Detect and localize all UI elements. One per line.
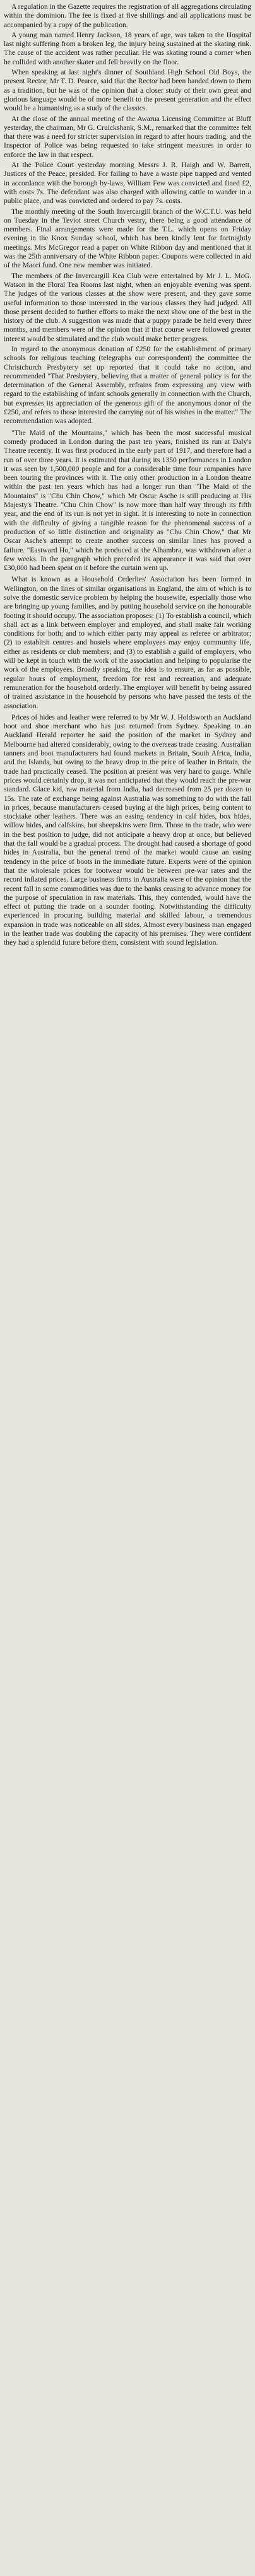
- news-paragraph-household-orderlies: What is known as a Household Orderlies' Association has been formed in Wellington, on the lines of similar organisations in England, the aim of which is to solve the domestic service problem by helping the housewife, especially those who are bringing up young families, and by putting household service on the honourable footing it should occupy. The association proposes: (1) To establish a council, which shall act as a link between employer and employed, and shall make fair working conditions for both; and to which either party may appeal as referee or arbitrator; (2) to establish centres and hostels where employees may enjoy community life, either as residents or club members; and (3) to establish a guild of employers, who will be kept in touch with the work of the association and helping to popularise the work of the employees. Broadly speaking, the idea is to ensure, as far as possible, regular hours of employment, freedom for rest and recreation, and adequate remuneration for the household orderly. The employer will benefit by being assured of trained assistance in the household by persons who have passed the tests of the association.: [4, 575, 251, 710]
- news-paragraph-maid-of-the-mountains: "The Maid of the Mountains," which has been the most successful musical comedy produced in London during the past ten years, finished its run at Daly's Theatre recently. It was first produced in the early part of 1917, and therefore had a run of over three years. It is estimated that during its 1350 performances in London it was seen by 1,500,000 people and for a considerable time four companies have been touring the provinces with it. The only other production in a London theatre within the past ten years which has had a longer run than "The Maid of the Mountains" is "Chu Chin Chow," which Mr Oscar Asche is still producing at His Majesty's Theatre. "Chu Chin Chow" is now more than half way through its fifth year, and the end of its run is not yet in sight. It is interesting to note in connection with the difficulty of giving a tangible reason for the phenomenal success of a production of so little distinction and originality as "Chu Chin Chow," that Mr Oscar Asche's attempt to create another success on similar lines has proved a failure. "Eastward Ho," which he produced at the Alhambra, was withdrawn after a few weeks. In the paragraph which preceded its appearance it was said that over £30,000 had been spent on it before the curtain went up.: [4, 428, 251, 573]
- news-paragraph-anonymous-donation: In regard to the anonymous donation of £250 for the establishment of primary schools for religious teaching (telegraphs our correspondent) the committee the Christchurch Presbytery set up reported that it could take no action, and recommended "That Presbytery, believing that a matter of general policy is for the determination of the General Assembly, refrains from expressing any view with regard to the establishing of infant schools generally in connection with the Church, but expresses its appreciation of the generous gift of the anonymous donor of the £250, and refers to those interested the carrying out of his wishes in the matter." The recommendation was adopted.: [4, 344, 251, 426]
- news-paragraph-kea-club: The members of the Invercargill Kea Club were entertained by Mr J. L. McG. Watson in the Floral Tea Rooms last night, when an enjoyable evening was spent. The judges of the various classes at the show were present, and they gave some useful information to those interested in the various classes they had judged. All those present decided to further efforts to make the next show one of the best in the history of the club. A suggestion was made that a puppy parade be held every three months, and members were of the opinion that if that course were followed greater interest would be stimulated and the club would make better progress.: [4, 271, 251, 343]
- news-paragraph-high-school-dinner: When speaking at last night's dinner of Southland High School Old Boys, the present Rector, Mr T. D. Pearce, said that the Rector had been handed down to them as a tradition, but he was of the opinion that a closer study of their own great and glorious language would be of more benefit to the present generation and the effect would be a humanising as a study of the classics.: [4, 68, 251, 113]
- news-paragraph-licensing-committee: At the close of the annual meeting of the Awarua Licensing Committee at Bluff yesterday, the chairman, Mr G. Cruickshank, S.M., remarked that the committee felt that there was a need for stricter supervision in regard to after hours trading, and the Inspector of Police was being requested to take stringent measures in order to enforce the law in that respect.: [4, 114, 251, 159]
- news-paragraph-skating-accident: A young man named Henry Jackson, 18 years of age, was taken to the Hospital last night suffering from a broken leg, the injury being sustained at the skating rink. The cause of the accident was rather peculiar. He was skating round a corner when he collided with another skater and fell heavily on the floor.: [4, 30, 251, 66]
- news-paragraph-wctu-meeting: The monthly meeting of the South Invercargill branch of the W.C.T.U. was held on Tuesday in the Teviot street Church vestry, there being a good attendance of members. Final arrangements were made for the T.L. which opens on Friday evening in the Knox Sunday school, which has been kindly lent for fortnightly meetings. Mrs McGregor read a paper on White Ribbon day and mentioned that it was the 25th anniversary of the White Ribbon paper. Coupons were collected in aid of the Maori fund. One new member was initiated.: [4, 207, 251, 270]
- news-paragraph-police-court: At the Police Court yesterday morning Messrs J. R. Haigh and W. Barrett, Justices of the Peace, presided. For failing to have a waste pipe trapped and vented in accordance with the borough by-laws, William Few was convicted and fined £2, with costs 7s. The defendant was also charged with allowing cattle to wander in a public place, and was convicted and ordered to pay 7s. costs.: [4, 161, 251, 206]
- news-paragraph-hides-and-leather: Prices of hides and leather were referred to by Mr W. J. Holdsworth an Auckland boot and shoe merchant who has just returned from Sydney. Speaking to an Auckland Herald reporter he said the position of the market in Sydney and Melbourne had altered considerably, owing to the overseas trade ceasing. Australian tanners and boot manufacturers had found markets in Britain, South Africa, India, and the Islands, but owing to the heavy drop in the price of leather in Britain, the trade had practically ceased. The position at present was very hard to gauge. While prices would certainly drop, it was not anticipated that they would reach the pre-war standard. Glace kid, raw material from India, had decreased from 25 per dozen to 15s. The rate of exchange being against Australia was something to do with the fall in prices, because manufacturers ceased buying at the high prices, being content to stocktake other leathers. There was an easing tendency in calf hides, box hides, willow hides, and calfskins, but sheepskins were firm. Those in the trade, who were in the best position to judge, did not anticipate a heavy drop at once, but believed that the fall would be a gradual process. The drought had caused a shortage of good hides in Australia, but the general trend of the market would cause an easing tendency in the price of boots in the immediate future. Experts were of the opinion that the wholesale prices for footwear would be between pre-war rates and the record inflated prices. Large business firms in Australia were of the opinion that the recent fall in some commodities was due to the banks ceasing to advance money for the purpose of speculation in raw materials. This, they contended, would have the effect of putting the trade on a sounder footing. Notwithstanding the difficulty experienced in procuring building material and skilled labour, a tremendous expansion in trade was noticeable on all sides. Almost every business man engaged in the leather trade was doubling the capacity of his premises. They were confident they had a splendid future before them, consistent with sound legislation.: [4, 713, 251, 947]
- news-paragraph-gazette-registration: A regulation in the Gazette requires the registration of all aggregations circulating within the dominion. The fee is fixed at five shillings and all applications must be accompanied by a copy of the publication.: [4, 3, 251, 29]
